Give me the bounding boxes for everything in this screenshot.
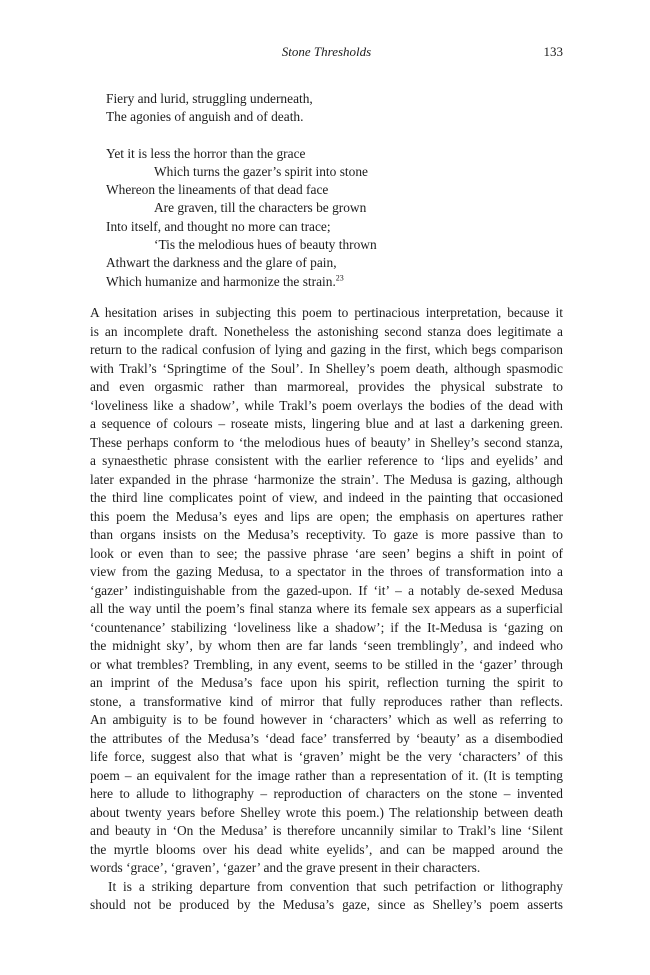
poem-line-with-note	[106, 273, 546, 291]
text-line: life force, suggest also that what is ‘graven’ might be the very ‘characters’ of this	[90, 749, 563, 764]
text-line: A hesitation arises in subjecting this poem to pertinacious interpretation, because it	[90, 305, 563, 320]
poem-stanza-1	[106, 90, 546, 127]
text-line: and even orgasmic rather than marmoreal, provides the physical substrate to	[90, 379, 563, 394]
running-head	[90, 44, 563, 64]
text-line: later expanded in the phrase ‘harmonize the strain’. The Medusa is gazing, although	[90, 471, 563, 487]
text-line: a sequence of colours – roseate mists, lingering blue and at last a darkening green.	[90, 416, 563, 431]
text-line: ‘countenance’ stabilizing ‘loveliness like a shadow’; if the It-Medusa is ‘gazing on	[90, 619, 563, 635]
poem-line-indented: Which turns the gazer’s spirit into stone	[154, 163, 368, 179]
text-line: view from the gazing Medusa, to a spectator in the throes of transformation into a	[90, 564, 563, 579]
poem-extract	[106, 90, 546, 309]
paragraph-1	[90, 304, 563, 878]
poem-line: Whereon the lineaments of that dead face	[106, 182, 329, 198]
text-line: all the way until the poem’s final stanza where its female sex appears as a superficial	[90, 601, 563, 616]
text-line: An ambiguity is to be found however in ‘characters’ which as well as referring to	[90, 712, 563, 727]
text-line: and beauty in ‘On the Medusa’ is therefore uncannily similar to Trakl’s line ‘Silent	[90, 823, 563, 838]
text-line: is an incomplete draft. Nonetheless the astonishing second stanza does legitimate a	[90, 323, 563, 339]
text-line: stone, a transformative kind of mirror that fully reproduces rather than reflects.	[90, 693, 563, 709]
text-line: this poem the Medusa’s eyes and lips are open; the emphasis on apertures rather	[90, 508, 563, 524]
text-line: or what trembles? Trembling, in any event, seems to be stilled in the ‘gazer’ through	[90, 656, 563, 672]
page-number: 133	[543, 44, 563, 59]
text-line: ‘gazer’ indistinguishable from the gazed-upon. If ‘it’ – a notably de-sexed Medusa	[90, 582, 563, 598]
text-line: ‘loveliness like a shadow’, while Trakl’s poem overlays the bodies of the dead with	[90, 397, 563, 413]
text-line: a synaesthetic phrase consistent with the earlier reference to ‘lips and eyelids’ and	[90, 453, 563, 468]
text-line: here to allude to lithography – reproduction of characters on the stone – invented	[90, 786, 563, 801]
poem-line-text: Which humanize and harmonize the strain.	[106, 273, 336, 289]
text-line: poem – an equivalent for the image rather than a representation of it. (It is tempting	[90, 767, 563, 783]
text-line: words ‘grace’, ‘graven’, ‘gazer’ and the grave present in their characters.	[90, 860, 481, 875]
footnote-reference[interactable]: 23	[335, 273, 344, 283]
text-line: the third line complicates point of view, and indeed in the painting that occasioned	[90, 490, 563, 505]
text-line: These perhaps conform to ‘the melodious hues of beauty’ in Shelley’s second stanza,	[90, 434, 563, 450]
text-line: an imprint of the Medusa’s face upon his spirit, reflection turning the spirit to	[90, 675, 563, 690]
poem-line: Fiery and lurid, struggling underneath,	[106, 91, 313, 106]
poem-line: The agonies of anguish and of death.	[106, 109, 304, 125]
text-line: than organs insists on the Medusa’s receptivity. To gaze is more passive than to	[90, 527, 563, 542]
text-line: the midnight sky’, by whom then are far lands ‘seen tremblingly’, and indeed who	[90, 638, 563, 653]
text-line: about twenty years before Shelley wrote this poem.) The relationship between death	[90, 804, 563, 820]
body-text	[90, 304, 563, 915]
poem-stanza-2	[106, 145, 546, 291]
paragraph-2	[90, 878, 563, 915]
poem-line: Yet it is less the horror than the grace	[106, 145, 306, 161]
text-line: the myrtle blooms over his dead white eyelids’, and can be mapped around the	[90, 841, 563, 857]
text-line: look or even than to see; the passive phrase ‘are seen’ begins a shift in point of	[90, 545, 563, 561]
text-line: with Trakl’s ‘Springtime of the Soul’. In Shelley’s poem death, although spasmodic	[90, 360, 563, 376]
text-line: the attributes of the Medusa’s ‘dead face’ transferred by ‘beauty’ as a disembodied	[90, 730, 563, 746]
poem-line-indented: Are graven, till the characters be grown	[154, 200, 367, 216]
poem-line-indented: ‘Tis the melodious hues of beauty thrown	[154, 237, 377, 253]
text-line: should not be produced by the Medusa’s gaze, since as Shelley’s poem asserts	[90, 897, 563, 912]
running-title: Stone Thresholds	[281, 44, 372, 59]
poem-line: Into itself, and thought no more can trace;	[106, 218, 331, 234]
text-line: It is a striking departure from convention that such petrifaction or lithography	[108, 878, 563, 894]
poem-line: Athwart the darkness and the glare of pain,	[106, 255, 337, 271]
text-line: return to the radical confusion of lying and gazing in the first, which begs comparison	[90, 342, 563, 357]
